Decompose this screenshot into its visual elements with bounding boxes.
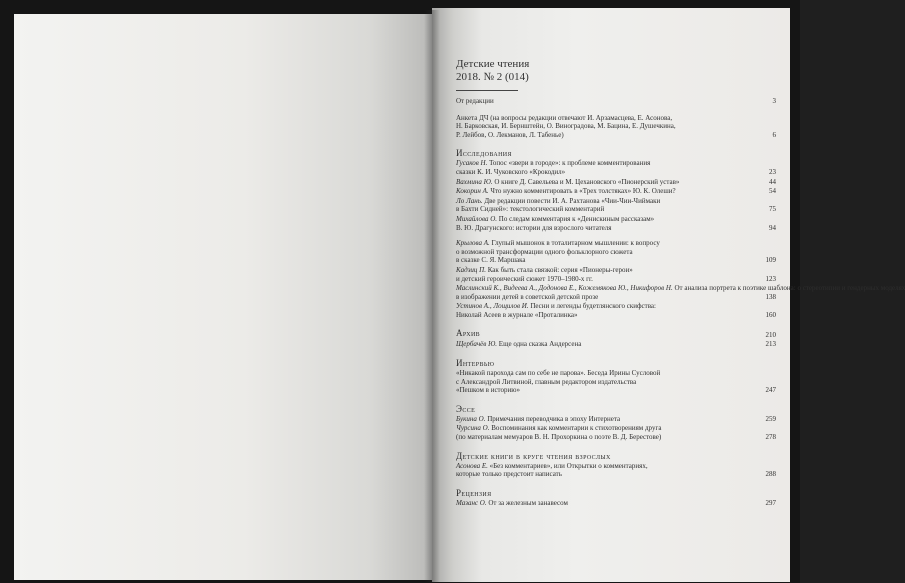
toc-entry xyxy=(456,197,776,214)
toc-entry-title: Примечания переводчика в эпоху Интернета xyxy=(487,414,621,423)
header-divider xyxy=(456,90,518,91)
toc-entry-line xyxy=(456,168,754,177)
toc-entry-title: Как быть стала связкой: серия «Пионеры-герои» xyxy=(487,265,633,274)
toc-entry-page-number: 160 xyxy=(765,310,776,319)
toc-entry-line xyxy=(456,178,754,187)
toc-entry-title: Песни и легенды будетлянского скифства: xyxy=(530,302,656,311)
toc-entry-title: От анализа портрета к поэтике шаблона: о стереотипии и гендерных моделях xyxy=(674,284,905,293)
toc-entry-line xyxy=(456,340,754,349)
toc-entry-author: Маслинский К., Видеева А., Додонова Е., Кожемякова Ю., Никифоров Н. xyxy=(456,284,675,293)
toc-entry-title: Николай Асеев в журнале «Проталинка» xyxy=(456,310,578,319)
issue-number: 2018. № 2 (014) xyxy=(456,71,529,83)
toc-entry-page-number: 75 xyxy=(769,205,776,214)
toc-entry xyxy=(456,97,776,106)
toc-entry-title: От редакции xyxy=(456,97,494,105)
toc-entry-line xyxy=(456,284,905,293)
toc-entry-author: Мазанс О. xyxy=(456,498,489,507)
toc-entry-title: Что нужно комментировать в «Трех толстяках» Ю. К. Олеши? xyxy=(490,187,676,196)
toc-entry-line xyxy=(456,369,754,378)
toc-entry-author: Михайлова О. xyxy=(456,214,499,223)
toc-entry-page-number: 44 xyxy=(769,177,776,186)
toc-entry xyxy=(456,424,776,441)
toc-entry xyxy=(456,239,776,265)
toc-entry-page-number: 278 xyxy=(765,433,776,442)
toc-entry xyxy=(456,266,776,283)
toc-entry-title: Еще одна сказка Андерсена xyxy=(498,340,582,349)
left-page-blank xyxy=(14,14,432,580)
toc-entry-line xyxy=(456,302,754,311)
toc-entry-line xyxy=(456,499,754,508)
toc-section-heading: Детские книги в круге чтения взрослых xyxy=(456,450,611,461)
toc-entry-line xyxy=(456,114,754,123)
toc-entry-line xyxy=(456,293,754,302)
toc-entry-author: Чурсина О. xyxy=(456,424,492,433)
toc-entry-line xyxy=(456,470,754,479)
toc-entry xyxy=(456,462,776,479)
toc-entry-page-number: 109 xyxy=(765,256,776,265)
toc-entry xyxy=(456,284,905,301)
toc-entry-title: Анкета ДЧ (на вопросы редакции отвечают И. Арзамасцева, Е. Асонова, xyxy=(456,113,673,122)
toc-entry-line xyxy=(456,248,754,257)
toc-entry xyxy=(456,415,776,424)
toc-entry-title: Две редакции повести И. А. Рахтанова «Чии-Чии-Чиймаки xyxy=(484,196,661,205)
toc-entry-title: о возможной трансформации одного фольклорного сюжета xyxy=(456,247,633,256)
toc-entry xyxy=(456,178,776,187)
toc-entry-author: Кадзиц П. xyxy=(456,265,488,274)
toc-entry-line xyxy=(456,266,754,275)
toc-entry-author: Вахмина Ю. xyxy=(456,177,495,186)
toc-entry-author: Щербачёв Ю. xyxy=(456,340,499,349)
toc-section-heading: Эссе xyxy=(456,403,476,414)
toc-section-heading: Исследования xyxy=(456,148,512,159)
toc-entry-title: с Александрой Литвиной, главным редактором издательства xyxy=(456,377,637,386)
toc-entry-author: Букина О. xyxy=(456,414,488,423)
toc-entry-title: Топос «звери в городе»: к проблеме комментирования xyxy=(489,159,651,168)
toc-entry-line xyxy=(456,311,754,320)
toc-entry xyxy=(456,114,776,140)
toc-entry-title: Р. Лейбов, О. Лекманов, Л. Табенье) xyxy=(456,130,564,139)
journal-title: Детские чтения xyxy=(456,58,530,70)
toc-entry-page-number: 123 xyxy=(765,274,776,283)
toc-entry-title: и детский героический сюжет 1970–1980-х гг. xyxy=(456,274,593,283)
toc-entry-line xyxy=(456,386,754,395)
toc-entry-title: Воспоминания как комментарии к стихотворениям друга xyxy=(491,424,662,433)
toc-entry-line xyxy=(456,122,754,131)
toc-entry xyxy=(456,159,776,176)
toc-entry-author: Гусаков Н. xyxy=(456,159,490,168)
toc-entry-page-number: 288 xyxy=(765,470,776,479)
toc-entry-line xyxy=(456,256,754,265)
toc-entry-line xyxy=(456,424,754,433)
toc-entry xyxy=(456,215,776,232)
toc-entry-author: Ло Лань. xyxy=(456,196,485,205)
toc-entry-title: По следам комментария к «Денискиным рассказам» xyxy=(498,214,655,223)
toc-entry xyxy=(456,302,776,319)
toc-sections xyxy=(456,148,905,507)
toc-entry-line xyxy=(456,275,754,284)
toc-intro xyxy=(456,97,776,139)
toc-entry-title: Глупый мышонок в тоталитарном мышлении: к вопросу xyxy=(491,239,660,248)
toc-entry-page-number: 54 xyxy=(769,187,776,196)
toc-entry-author: Устинов А., Лощилов И. xyxy=(456,302,531,311)
toc-entry-title: О книге Д. Савельева и М. Цехановского «Пионерский устав» xyxy=(494,177,680,186)
toc-entry-page-number: 3 xyxy=(772,97,776,105)
toc-entry-page-number: 297 xyxy=(765,498,776,507)
toc-entry xyxy=(456,187,776,196)
toc-entry-title: В. Ю. Драгунского: истории для взрослого читателя xyxy=(456,223,612,232)
toc-entry-line xyxy=(456,97,754,106)
toc-entry-title: «Пешком в историю» xyxy=(456,386,520,395)
toc-entry-page-number: 259 xyxy=(765,414,776,423)
toc-section-heading: Архив xyxy=(456,328,481,339)
toc-entry-line xyxy=(456,159,754,168)
toc-entry-title: Н. Барковская, И. Бернштейн, О. Виноградова, М. Бацина, Е. Душечкина, xyxy=(456,122,676,131)
toc-entry-title: которые только предстоит написать xyxy=(456,470,562,479)
toc-entry-title: сказки К. И. Чуковского «Крокодил» xyxy=(456,167,566,176)
toc-entry-page-number: 94 xyxy=(769,223,776,232)
toc-entry-author: Асонова Е. xyxy=(456,461,490,470)
toc-entry-page-number: 213 xyxy=(765,340,776,349)
toc-entry-line xyxy=(456,378,754,387)
toc-entry-line xyxy=(456,197,754,206)
toc-entry xyxy=(456,369,776,395)
toc-entry-title: (по материалам мемуаров В. Н. Прохоркина о поэте В. Д. Берестове) xyxy=(456,433,662,442)
toc-entry-title: «Никакой парохода сам по себе не парова». Беседа Ирины Сусловой xyxy=(456,369,661,378)
toc-entry-line xyxy=(456,187,754,196)
toc-entry-title: в Бахти Сидней»: текстологический комментарий xyxy=(456,205,605,214)
toc-section-heading: Интервью xyxy=(456,358,495,369)
toc-entry-title: От за железным занавесом xyxy=(488,498,568,507)
toc-spacer xyxy=(456,232,776,239)
toc-entry-page-number: 138 xyxy=(765,292,776,301)
toc-entry-page-number: 210 xyxy=(765,330,776,339)
toc-entry-line xyxy=(456,215,754,224)
toc-entry-line xyxy=(456,205,754,214)
toc-entry-title: «Без комментариев», или Открытки о комментариях, xyxy=(489,461,648,470)
toc-entry-line xyxy=(456,224,754,233)
toc-entry-page-number: 23 xyxy=(769,167,776,176)
toc-entry-page-number: 247 xyxy=(765,386,776,395)
table-of-contents xyxy=(456,20,905,507)
toc-entry-line xyxy=(456,462,754,471)
toc-entry xyxy=(456,340,776,349)
toc-section-heading: Рецензия xyxy=(456,487,492,498)
toc-entry-line xyxy=(456,415,754,424)
toc-entry-line xyxy=(456,131,754,140)
toc-entry xyxy=(456,499,776,508)
toc-entry-author: Кокорин А. xyxy=(456,187,491,196)
toc-entry-page-number: 6 xyxy=(772,130,776,139)
toc-entry-line xyxy=(456,433,754,442)
toc-entry-line xyxy=(456,239,754,248)
toc-entry-title: в изображении детей в советской детской прозе xyxy=(456,292,599,301)
toc-entry-title: в сказке С. Я. Маршака xyxy=(456,256,526,265)
toc-entry-author: Крылова А. xyxy=(456,239,492,248)
book-gutter xyxy=(424,10,440,582)
